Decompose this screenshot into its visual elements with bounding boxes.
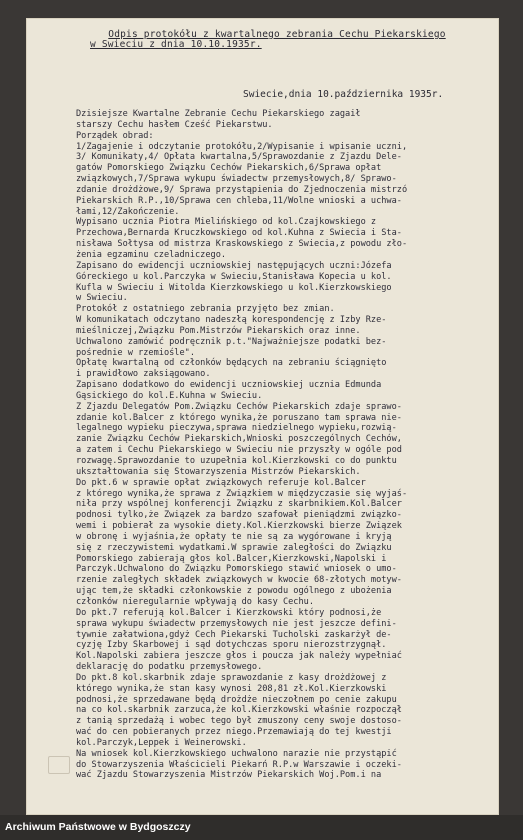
body-line: w obronę i wyjaśnia,że opłaty te nie są za wygórowane i kryją xyxy=(76,531,392,542)
body-line: Na wniosek kol.Kierzkowskiego uchwalono narazie nie przystąpić xyxy=(76,748,397,759)
body-line: rozwagę.Sprawozdanie to uzupełnia kol.Kierzkowski co do punktu xyxy=(76,456,397,466)
body-line: Wypisano ucznia Piotra Mielińskiego od kol.Czajkowskiego z xyxy=(76,217,377,228)
body-line: z którego wynika,że sprawa z Związkiem w międzyczasie się wyjaś- xyxy=(76,488,408,499)
body-line: gatów Pomorskiego Związku Cechów Piekarskich,6/Sprawa opłat xyxy=(76,163,382,174)
body-line: do Stowarzyszenia Właścicieli Piekarń R.P.w Warszawie i oczeki- xyxy=(76,759,402,770)
body-line: Do pkt.7 referują kol.Balcer i Kierzkowski który podnosi,że xyxy=(76,607,382,618)
body-line: rzenie zaległych składek związkowych w kwocie 68-złotych motyw- xyxy=(76,575,402,586)
margin-stamp-icon xyxy=(48,756,70,774)
body-line: Porządek obrad: xyxy=(76,130,154,141)
body-line: i prawidłowo zaksiągowano. xyxy=(76,369,211,380)
body-line: a zatem i Cechu Piekarskiego w Swieciu nie przyszły w ogóle pod xyxy=(76,445,402,456)
body-line: nisława Sołtysa od mistrza Kraskowskiego z Swiecia,z powodu zło- xyxy=(76,239,408,250)
body-line: legalnego wypieku pieczywa,sprawa niedzielnego wypieku,rozwią- xyxy=(76,423,397,434)
body-line: podnosi tylko,że Związek za bardzo szafował pieniądzmi związko- xyxy=(76,510,402,521)
body-line: Gąsickiego do kol.E.Kuhna w Swieciu. xyxy=(76,390,263,401)
body-line: którego wynika,że stan kasy wynosi 208,81 zł.Kol.Kierzkowski xyxy=(76,683,387,694)
body-line: Zapisano dodatkowo do ewidencji uczniowskiej ucznia Edmunda xyxy=(76,380,382,391)
body-line: ukształtowania się Stowarzyszenia Mistrzów Piekarskich. xyxy=(76,466,361,477)
archive-footer: Archiwum Państwowe w Bydgoszczy xyxy=(0,815,523,840)
body-line: Zapisano do ewidencji uczniowskiej następujących uczni:Józefa xyxy=(76,260,392,271)
body-line: W komunikatach odczytano nadeszłą korespondencję z Izby Rze- xyxy=(76,315,387,326)
body-line: Opłatę kwartalną od członków będących na zebraniu ściągnięto xyxy=(76,358,387,369)
body-line: cyzję Izby Skarbowej i sąd dotychczas sporu nierozstrzygnął. xyxy=(76,640,387,651)
document-header xyxy=(62,30,492,50)
body-line: wać do cen pobieranych przez niego.Przemawiają do tej kwestji xyxy=(76,727,392,738)
body-line: zdanie kol.Balcer z którego wynika,że poruszano tam sprawa nie- xyxy=(76,412,402,423)
body-line: Z Zjazdu Delegatów Pom.Związku Cechów Piekarskich zdaje sprawo- xyxy=(76,401,402,412)
header-line-1: Odpis protokółu z kwartalnego zebrania Cechu Piekarskiego xyxy=(108,29,446,40)
body-line: tywnie załatwiona,gdyż Cech Piekarski Tucholski zaskarżył de- xyxy=(76,629,392,640)
body-line: związkowych,7/Sprawa wykupu świadectw przemysłowych,8/ Sprawo- xyxy=(76,174,397,185)
body-line: na co kol.skarbnik zarzuca,że kol.Kierzkowski właśnie rozpoczął xyxy=(76,705,402,716)
body-line: wać Zjazdu Stowarzyszenia Mistrzów Piekarskich Woj.Pom.i na xyxy=(76,770,382,781)
body-line: Dzisiejsze Kwartalne Zebranie Cechu Piekarskiego zagaił xyxy=(76,109,361,119)
document-body xyxy=(76,109,496,781)
body-line: niła przy wspólnej konferencji Związku z skarbnikiem.Kol.Balcer xyxy=(76,499,402,510)
body-line: z tanią sprzedażą i wobec tego był zmuszony ceny swoje dostoso- xyxy=(76,716,402,727)
body-line: w Swieciu. xyxy=(76,293,128,304)
header-line-2: w Swieciu z dnia 10.10.1935r. xyxy=(90,39,262,50)
body-line: żenia egzaminu czeladniczego. xyxy=(76,249,227,260)
date-line: Swiecie,dnia 10.października 1935r. xyxy=(243,89,444,100)
body-line: łami,12/Zakończenie. xyxy=(76,206,180,217)
body-line: ując tem,że składki członkowskie z powodu ogólnego z ubożenia xyxy=(76,586,392,597)
body-line: deklarację do podatku przemysłowego. xyxy=(76,662,263,673)
body-line: Kol.Napolski zabiera jeszcze głos i poucza jak należy wypełniać xyxy=(76,651,402,662)
body-line: Przechowa,Bernarda Kruczkowskiego od kol.Kuhna z Swiecia i Sta- xyxy=(76,228,402,239)
body-line: 3/ Komunikaty,4/ Opłata kwartalna,5/Sprawozdanie z Zjazdu Dele- xyxy=(76,152,402,163)
body-line: zdanie drożdżowe,9/ Sprawa przystąpienia do Zjednoczenia mistrzó xyxy=(76,184,408,195)
body-line: Góreckiego u kol.Parczyka w Swieciu,Stanisława Kopecia u kol. xyxy=(76,271,392,282)
body-line: Parczyk.Uchwalono do Związku Pomorskiego stawić wniosek o umo- xyxy=(76,564,397,575)
body-line: mieślniczej,Związku Pom.Mistrzów Piekarskich oraz inne. xyxy=(76,325,361,336)
body-line: kol.Parczyk,Leppek i Weinerowski. xyxy=(76,737,247,748)
body-line: podnosi,że sprzedawane będą drożdże nieczołnem po cenie zakupu xyxy=(76,694,397,705)
body-line: starszy Cechu hasłem Cześć Piekarstwu. xyxy=(76,119,273,130)
body-line: Kufla w Swieciu i Witolda Kierzkowskiego u kol.Kierzkowskiego xyxy=(76,282,392,293)
body-line: Piekarskich R.P.,10/Sprawa cen chleba,11/Wolne wnioski a uchwa- xyxy=(76,195,402,206)
body-line: wemi i pobierał za wysokie diety.Kol.Kierzkowski bierze Związek xyxy=(76,521,402,532)
body-line: Do pkt.8 kol.skarbnik zdaje sprawozdanie z kasy drożdżowej z xyxy=(76,672,387,683)
body-line: zanie Związku Cechów Piekarskich,Wnioski poszczególnych Cechów, xyxy=(76,434,402,445)
body-line: sprawa wykupu świadectw przemysłowych nie jest jeszcze defini- xyxy=(76,618,397,629)
body-line: pośrednie w rzemiośle". xyxy=(76,347,195,358)
body-line: Do pkt.6 w sprawie opłat związkowych referuje kol.Balcer xyxy=(76,477,366,488)
body-line: Pomorskiego zabierają głos kol.Balcer,Kierzkowski,Napolski i xyxy=(76,553,387,564)
body-line: się z rzeczywistemi wydatkami.W sprawie zaległości do Związku xyxy=(76,542,392,553)
body-line: Uchwalono zamówić podręcznik p.t."Najważniejsze podatki bez- xyxy=(76,336,387,347)
body-line: Protokół z ostatniego zebrania przyjęto bez zmian. xyxy=(76,304,335,315)
body-line: członków nieregularnie wpływają do kasy Cechu. xyxy=(76,596,314,607)
body-line: 1/Zagajenie i odczytanie protokółu,2/Wypisanie i wpisanie uczni, xyxy=(76,141,408,152)
